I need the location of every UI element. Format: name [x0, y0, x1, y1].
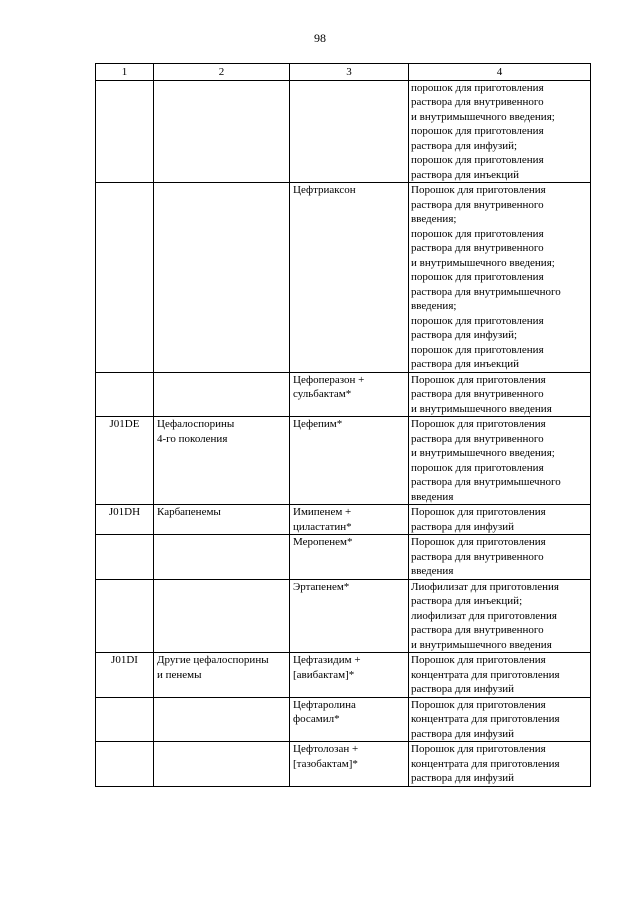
dosage-forms-line: лиофилизат для приготовления [411, 609, 557, 622]
atc-code-cell [96, 579, 154, 653]
dosage-forms-line: и внутримышечного введения [411, 638, 552, 651]
dosage-forms-cell [409, 80, 591, 183]
drug-line: сульбактам* [293, 388, 352, 400]
drug-cell [290, 697, 409, 742]
group-cell [154, 579, 290, 653]
group-cell [154, 697, 290, 742]
group-cell [154, 372, 290, 417]
table-row [96, 372, 591, 417]
dosage-forms-line: Порошок для приготовления [411, 184, 546, 196]
dosage-forms-line: Порошок для приготовления [411, 698, 546, 711]
drug-cell [290, 183, 409, 373]
table-row [96, 697, 591, 742]
atc-code-cell [96, 742, 154, 787]
atc-code-cell [96, 372, 154, 417]
group-cell [154, 183, 290, 373]
atc-code-cell: J01DH [96, 505, 154, 535]
dosage-forms-line: Порошок для приготовления [411, 654, 546, 666]
table-row [96, 653, 591, 698]
dosage-forms-line: Порошок для приготовления [411, 418, 546, 430]
drug-cell [290, 505, 409, 535]
dosage-forms-line: и внутримышечного введения; [411, 447, 555, 459]
drug-line: Цефепим* [293, 418, 343, 430]
atc-code-cell [96, 697, 154, 742]
atc-code-cell [96, 80, 154, 183]
table-header-row [96, 64, 591, 81]
column-header: 1 [96, 64, 154, 81]
dosage-forms-line: раствора для инфузий [411, 683, 514, 695]
drug-line: Меропенем* [293, 536, 353, 548]
dosage-forms-line: раствора для внутримышечного [411, 285, 561, 298]
atc-code-cell: J01DI [96, 653, 154, 698]
dosage-forms-line: порошок для приготовления [411, 461, 544, 474]
dosage-forms-line: концентрата для приготовления [411, 757, 560, 770]
group-cell [154, 653, 290, 698]
group-cell [154, 535, 290, 580]
dosage-forms-cell [409, 742, 591, 787]
drug-cell [290, 742, 409, 787]
dosage-forms-line: раствора для инфузий [411, 727, 514, 740]
drug-line: Цефтолозан + [293, 743, 359, 755]
dosage-forms-line: раствора для инфузий; [411, 329, 518, 341]
atc-code-cell [96, 535, 154, 580]
dosage-forms-line: раствора для внутривенного [411, 96, 544, 108]
dosage-forms-line: и внутримышечного введения; [411, 110, 555, 123]
dosage-forms-line: и внутримышечного введения [411, 402, 552, 415]
table-body [96, 80, 591, 786]
dosage-forms-line: раствора для инфузий [411, 520, 514, 533]
drug-line: Цефтазидим + [293, 654, 361, 666]
drug-cell [290, 579, 409, 653]
column-header: 2 [154, 64, 290, 81]
drug-line: [авибактам]* [293, 668, 355, 681]
group-cell [154, 417, 290, 505]
dosage-forms-line: Порошок для приготовления [411, 373, 546, 386]
dosage-forms-line: раствора для инъекций [411, 358, 520, 370]
dosage-forms-line: введения; [411, 300, 457, 312]
group-line: Карбапенемы [157, 506, 221, 518]
table-row [96, 183, 591, 373]
dosage-forms-line: Порошок для приготовления [411, 506, 546, 518]
group-line: Цефалоспорины [157, 418, 235, 430]
drug-line: [тазобактам]* [293, 757, 358, 770]
group-cell [154, 80, 290, 183]
column-header: 3 [290, 64, 409, 81]
group-line: Другие цефалоспорины [157, 654, 269, 666]
table-row [96, 579, 591, 653]
dosage-forms-line: раствора для внутривенного [411, 624, 544, 636]
dosage-forms-line: концентрата для приготовления [411, 713, 560, 725]
table-row [96, 505, 591, 535]
group-line: и пенемы [157, 668, 202, 681]
drug-cell [290, 653, 409, 698]
drug-cell [290, 80, 409, 183]
dosage-forms-line: введения; [411, 213, 457, 225]
drug-cell [290, 372, 409, 417]
table-row [96, 535, 591, 580]
dosage-forms-line: Лиофилизат для приготовления [411, 580, 559, 593]
column-header: 4 [409, 64, 591, 81]
dosage-forms-cell [409, 697, 591, 742]
dosage-forms-line: введения [411, 490, 454, 503]
table-row [96, 80, 591, 183]
group-cell [154, 505, 290, 535]
drug-line: Цефтриаксон [293, 184, 356, 196]
dosage-forms-line: введения [411, 565, 454, 577]
dosage-forms-line: раствора для внутривенного [411, 242, 544, 254]
drug-line: циластатин* [293, 520, 352, 533]
page-number: 98 [314, 31, 326, 45]
group-cell [154, 742, 290, 787]
dosage-forms-line: порошок для приготовления [411, 314, 544, 327]
dosage-forms-cell [409, 183, 591, 373]
table-row [96, 417, 591, 505]
dosage-forms-cell [409, 653, 591, 698]
dosage-forms-line: порошок для приготовления [411, 227, 544, 240]
dosage-forms-line: Порошок для приготовления [411, 743, 546, 755]
dosage-forms-line: раствора для инъекций [411, 168, 520, 181]
dosage-forms-line: раствора для инфузий [411, 772, 514, 784]
drug-line: Имипенем + [293, 506, 352, 518]
dosage-forms-line: порошок для приготовления [411, 81, 544, 94]
drug-table [95, 63, 591, 787]
dosage-forms-line: Порошок для приготовления [411, 536, 546, 548]
dosage-forms-cell [409, 579, 591, 653]
dosage-forms-line: концентрата для приготовления [411, 668, 560, 681]
drug-cell [290, 417, 409, 505]
dosage-forms-line: раствора для внутримышечного [411, 476, 561, 488]
table-row [96, 742, 591, 787]
atc-code-cell [96, 183, 154, 373]
group-line: 4-го поколения [157, 432, 228, 445]
dosage-forms-cell [409, 372, 591, 417]
dosage-forms-cell [409, 535, 591, 580]
dosage-forms-line: порошок для приготовления [411, 154, 544, 166]
dosage-forms-cell [409, 505, 591, 535]
dosage-forms-cell [409, 417, 591, 505]
dosage-forms-line: раствора для инъекций; [411, 595, 523, 607]
drug-line: Эртапенем* [293, 580, 350, 593]
drug-line: Цефтаролина [293, 698, 356, 711]
atc-code-cell: J01DE [96, 417, 154, 505]
dosage-forms-line: раствора для внутривенного [411, 550, 544, 563]
dosage-forms-line: и внутримышечного введения; [411, 256, 555, 269]
dosage-forms-line: порошок для приготовления [411, 125, 544, 137]
drug-line: фосамил* [293, 713, 340, 725]
dosage-forms-line: порошок для приготовления [411, 343, 544, 356]
dosage-forms-line: раствора для внутривенного [411, 432, 544, 445]
dosage-forms-line: раствора для внутривенного [411, 388, 544, 400]
dosage-forms-line: раствора для инфузий; [411, 139, 518, 152]
dosage-forms-line: раствора для внутривенного [411, 198, 544, 211]
drug-line: Цефоперазон + [293, 373, 365, 386]
drug-cell [290, 535, 409, 580]
dosage-forms-line: порошок для приготовления [411, 271, 544, 283]
